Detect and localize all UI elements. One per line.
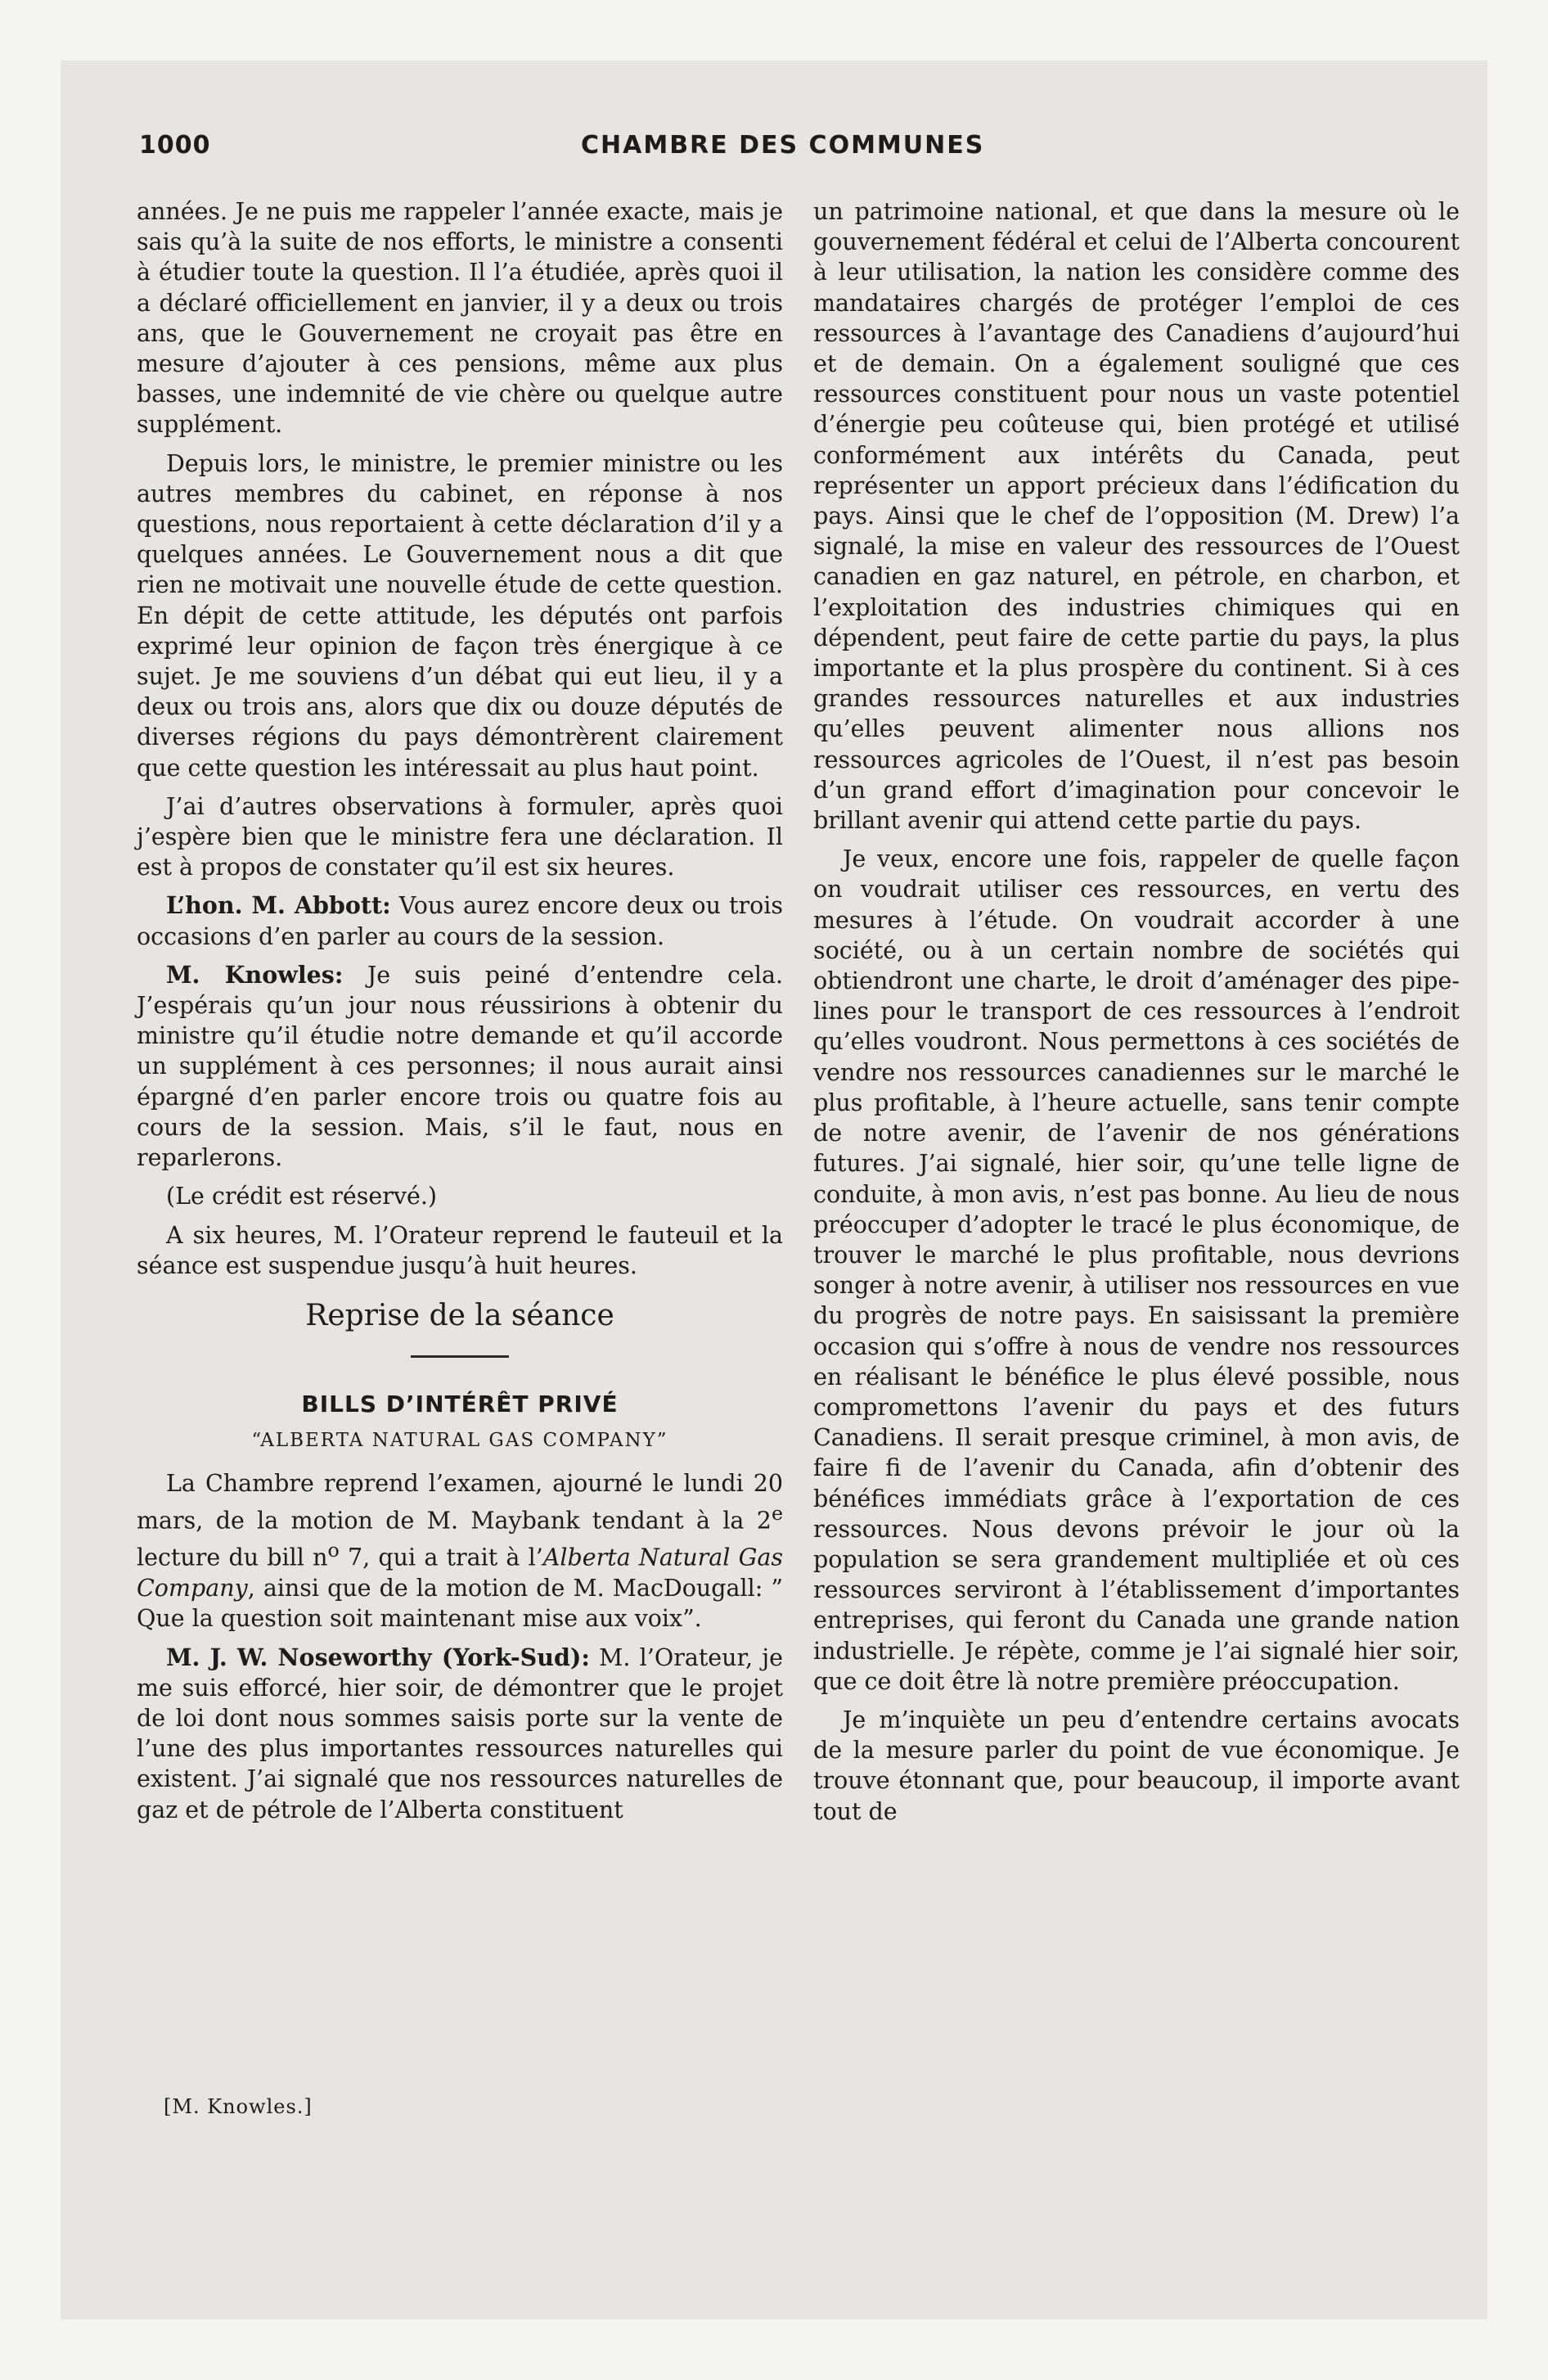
paragraph: A six heures, M. l’Orateur reprend le fauteuil et la séance est suspendue jusqu’à huit heures. bbox=[137, 1221, 783, 1279]
paragraph: un patrimoine national, et que dans la mesure où le gouvernement fédéral et celui de l’Alberta concourent à leur utilisation, la nation les considère comme des mandataires chargés de protéger l’emploi de ces ressources à l’avantage des Canadiens d’aujourd’hui et de demain. On a également souligné que ces ressources constituent pour nous un vaste potentiel d’énergie peu coûteuse qui, bien protégé et utilisé conformément aux intérêts du Canada, peut représenter un apport précieux dans l’édification du pays. Ainsi que le chef de l’opposition (M. Drew) l’a signalé, la mise en valeur des ressources de l’Ouest canadien en gaz naturel, en pétrole, en charbon, et l’exploitation des industries chimiques qui en dépendent, peut faire de cette partie du pays, la plus importante et la plus prospère du continent. Si à ces grandes ressources naturelles et aux industries qu’elles peuvent alimenter nous allions nos ressources agricoles de l’Ouest, il n’est pas besoin d’un grand effort d’imagination pour concevoir le brillant avenir qui attend cette partie du pays. bbox=[813, 198, 1460, 835]
superscript: o bbox=[327, 1539, 340, 1562]
section-heading: Reprise de la séance bbox=[305, 1298, 614, 1332]
speaker-name: L’hon. M. Abbott: bbox=[166, 891, 391, 920]
speaker-name: M. Knowles: bbox=[166, 960, 344, 989]
procedural-note: (Le crédit est réservé.) bbox=[166, 1183, 438, 1210]
paragraph: Depuis lors, le ministre, le premier ministre ou les autres membres du cabinet, en réponse à nos questions, nous reportaient à cette déclaration d’il y a quelques années. Le Gouvernement nous a dit que rien ne motivait une nouvelle étude de cette question. En dépit de cette attitude, les députés ont parfois exprimé leur opinion de façon très énergique à ce sujet. Je me souviens d’un débat qui eut lieu, il y a deux ou trois ans, alors que dix ou douze députés de diverses régions du pays démontrèrent clairement que cette question les intéressait au plus haut point. bbox=[137, 449, 783, 782]
speech-text: Je suis peiné d’entendre cela. J’espérais qu’un jour nous réussirions à obtenir du ministre qu’il étudie notre demande et qu’il accorde un supplément à ces personnes; il nous aurait ainsi épargné d’en parler encore trois ou quatre fois au cours de la session. Mais, s’il le faut, nous en reparlerons. bbox=[137, 961, 784, 1172]
footer-note: [M. Knowles.] bbox=[164, 2095, 313, 2118]
header-title: CHAMBRE DES COMMUNES bbox=[581, 131, 985, 160]
running-head bbox=[139, 131, 1481, 172]
paragraph: J’ai d’autres observations à formuler, après quoi j’espère bien que le ministre fera une déclaration. Il est à propos de constater qu’il est six heures. bbox=[137, 792, 783, 881]
text-run: , ainsi que de la motion de M. MacDougall: ” Que la question soit maintenant mise aux voix”. bbox=[137, 1575, 783, 1633]
left-column bbox=[137, 196, 783, 1833]
speech-paragraph bbox=[137, 1643, 783, 1825]
right-column bbox=[813, 196, 1460, 1835]
superscript: e bbox=[771, 1501, 783, 1525]
text-run: 7, qui a trait à l’ bbox=[339, 1544, 543, 1571]
text-run: La Chambre reprend l’examen, ajourné le lundi 20 mars, de la motion de M. Maybank tendant à la 2 bbox=[137, 1469, 783, 1535]
paragraph bbox=[137, 1468, 783, 1634]
paragraph: Je veux, encore une fois, rappeler de quelle façon on voudrait utiliser ces ressources, en vertu des mesures à l’étude. On voudrait accorder à une société, ou à un certain nombre de sociétés qui obtiendront une charte, le droit d’aménager des pipe-lines pour le transport de ces ressources à l’endroit qu’elles voudront. Nous permettons à ces sociétés de vendre nos ressources canadiennes sur le marché le plus profitable, à l’heure actuelle, sans tenir compte de notre avenir, de l’avenir de nos générations futures. J’ai signalé, hier soir, qu’une telle ligne de conduite, à mon avis, n’est pas bonne. Au lieu de nous préoccuper d’adopter le tracé le plus économique, de trouver le marché le plus profitable, nous devrions songer à notre avenir, à utiliser nos ressources en vue du progrès de notre pays. En saisissant la première occasion qui s’offre à nous de vendre nos ressources en réalisant le bénéfice le plus élevé possible, nous compromettons l’avenir du pays et des futurs Canadiens. Il serait presque criminel, à mon avis, de faire fi de l’avenir du Canada, afin d’obtenir des bénéfices immédiats grâce à l’exportation de ces ressources. Nous devons prévoir le jour où la population se sera grandement multipliée et où ces ressources serviront à l’établissement d’importantes entreprises, qui feront du Canada une grande nation industrielle. Je répète, comme je l’ai signalé hier soir, que ce doit être là notre première préoccupation. bbox=[813, 845, 1460, 1695]
sub-heading: BILLS D’INTÉRÊT PRIVÉ bbox=[301, 1391, 619, 1418]
speaker-name: M. J. W. Noseworthy (York-Sud): bbox=[166, 1643, 590, 1671]
page-number: 1000 bbox=[139, 131, 211, 160]
speech-text: Vous aurez encore deux ou trois occasions d’en parler au cours de la session. bbox=[137, 892, 783, 950]
bill-title: “ALBERTA NATURAL GAS COMPANY” bbox=[251, 1430, 668, 1452]
italic-company-name: Alberta Natural Gas Company bbox=[137, 1544, 783, 1602]
divider bbox=[411, 1355, 509, 1358]
paragraph: Je m’inquiète un peu d’entendre certains avocats de la mesure parler du point de vue économique. Je trouve étonnant que, pour beaucoup, il importe avant tout de bbox=[813, 1706, 1460, 1825]
paragraph: années. Je ne puis me rappeler l’année exacte, mais je sais qu’à la suite de nos efforts, le ministre a consenti à étudier toute la question. Il l’a étudiée, après quoi il a déclaré officiellement en janvier, il y a deux ou trois ans, que le Gouvernement ne croyait pas être en mesure d’ajouter à ces pensions, même aux plus basses, une indemnité de vie chère ou quelque autre supplément. bbox=[137, 198, 783, 439]
speech-text: M. l’Orateur, je me suis efforcé, hier soir, de démontrer que le projet de loi dont nous sommes saisis porte sur la vente de l’une des plus importantes ressources naturelles qui existent. J’ai signalé que nos ressources naturelles de gaz et de pétrole de l’Alberta constituent bbox=[137, 1643, 784, 1823]
speech-paragraph bbox=[137, 960, 783, 1173]
speech-paragraph bbox=[137, 890, 783, 951]
text-run: lecture du bill n bbox=[137, 1544, 328, 1571]
